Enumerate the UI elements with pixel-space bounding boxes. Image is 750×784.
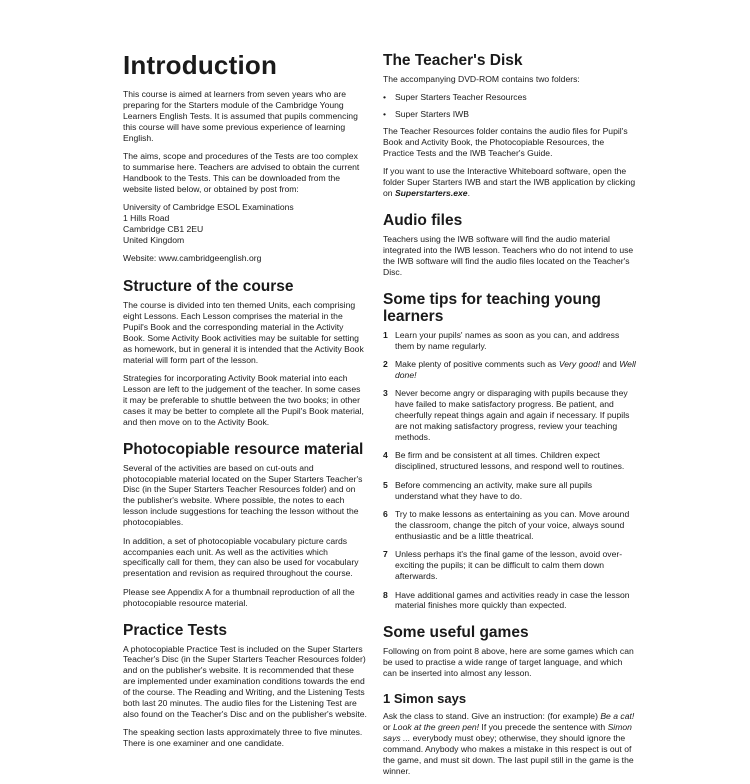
bullet-icon: • (383, 92, 387, 103)
left-column (123, 50, 367, 757)
item-italic: Very good! (558, 359, 601, 370)
games-paragraph: Following on from point 8 above, here are some games which can be used to practise a wide range of target language, and which can be inserted into almost any lesson. (383, 646, 634, 679)
item-number: 6 (383, 509, 388, 520)
item-number: 3 (383, 388, 388, 399)
item-number: 1 (383, 329, 388, 340)
bullet-icon: • (383, 109, 387, 120)
section-heading-photocopiable: Photocopiable resource material (123, 440, 364, 458)
list-item (383, 549, 637, 582)
item-text: and (600, 359, 620, 370)
item-number: 7 (383, 549, 388, 560)
list-item (383, 480, 637, 502)
postal-address (123, 202, 367, 246)
item-text: Never become angry or disparaging with pupils because they have failed to make satisfactory progress. Be patient, and cheerfully repeat things again and again if necessary. If pupils are not making satisfactory progress, review your teaching methods. (395, 388, 630, 443)
list-item (383, 109, 637, 120)
item-number: 8 (383, 589, 388, 600)
item-text: Unless perhaps it's the final game of the lesson, avoid over-exciting the pupils; it can be difficult to calm them down afterwards. (395, 549, 623, 582)
item-number: 4 (383, 450, 388, 461)
item-number: 2 (383, 359, 388, 370)
item-italic: Well done! (395, 359, 636, 380)
folder-list (383, 92, 637, 120)
text: If you precede the sentence with (479, 721, 608, 732)
simon-says-paragraph (383, 711, 637, 776)
italic-text: Look at the green pen! (393, 721, 480, 732)
structure-paragraph: The course is divided into ten themed Units, each comprising eight Lessons. Each Lesson comprises the material in the Pupil's Book and the corresponding material in the Activity Book. Some Activity Book activities may be suitable for setting as homework, but in general it is intended that the Activity Book material will form part of the lesson. (123, 300, 364, 365)
italic-text: Be a cat! (600, 711, 635, 722)
list-item (383, 388, 637, 443)
right-column (383, 50, 637, 784)
item-text: Make plenty of positive comments such as (395, 359, 559, 370)
text: . (467, 188, 470, 199)
practice-paragraph: The speaking section lasts approximately three to five minutes. There is one examiner and one candidate. (123, 727, 363, 749)
text: or (383, 721, 394, 732)
page-title: Introduction (123, 50, 278, 80)
photocopiable-paragraph: In addition, a set of photocopiable vocabulary picture cards accompanies each unit. As well as the activities which specifically call for them, they can also be used for vocabulary presentation and revision as required throughout the course. (123, 535, 359, 579)
address-line: 1 Hills Road (123, 213, 170, 224)
item-text: Try to make lessons as entertaining as you can. Move around the classroom, change the pitch of your voice, always sound enthusiastic and be a little theatrical. (395, 509, 630, 541)
folder-name: Super Starters Teacher Resources (395, 92, 527, 103)
list-item (383, 92, 637, 103)
item-text: Be firm and be consistent at all times. Children expect disciplined, structured lessons, and respond well to routines. (395, 450, 625, 472)
item-text: Learn your pupils' names as soon as you can, and address them by name regularly. (395, 329, 620, 351)
italic-text: Simon says ... (383, 721, 632, 743)
photocopiable-paragraph: Several of the activities are based on cut-outs and photocopiable material located on the Super Starters Teacher's Disc (in the Super Starters Teacher Resources folder) and on the publisher's website. Where possible, the notes to each lesson include suggestions for teaching the lesson without the photocopiables. (123, 462, 363, 528)
section-heading-teachers-disk: The Teacher's Disk (383, 52, 523, 69)
item-text: Before commencing an activity, make sure all pupils understand what they have to do. (395, 479, 593, 501)
section-heading-audio-files: Audio files (383, 212, 463, 230)
list-item (383, 330, 637, 352)
section-heading-games: Some useful games (383, 624, 529, 642)
website-text: Website: www.cambridgeenglish.org (123, 253, 262, 264)
text: If you want to use the Interactive Whiteboard software, open the folder Super Starters IWB and start the IWB application by clicking on (383, 166, 636, 199)
text: everybody must obey; otherwise, they should ignore the command. Anybody who makes a mistake in this respect is out of the game, and must sit down. The last pupil still in the game is the winner. (383, 732, 634, 776)
game-heading-simon-says: 1 Simon says (383, 691, 467, 707)
structure-paragraph: Strategies for incorporating Activity Book material into each Lesson are left to the judgement of the teacher. In some cases it may be preferable to shuttle between the two books; in other cases it may be better to complete all the Pupil's Book material, and then move on to the Activity Book. (123, 373, 364, 427)
disk-paragraph: The Teacher Resources folder contains the audio files for Pupil's Book and Activity Book, the Photocopiable Resources, the Practice Tests and the IWB Teacher's Guide. (383, 126, 628, 159)
practice-paragraph: A photocopiable Practice Test is included on the Super Starters Teacher's Disc (in the Super Starters Teacher Resources folder) and on the publisher's website. It is recommended that these are implemented under examination conditions towards the end of the course. The Reading and Writing, and the Listening Tests both last 20 minutes. The audio files for the Listening Test are also found on the Teacher's Disc and on the publisher's website. (123, 643, 367, 719)
list-item (383, 450, 637, 472)
disk-paragraph (383, 166, 637, 199)
disk-intro: The accompanying DVD-ROM contains two folders: (383, 74, 580, 84)
text: Ask the class to stand. Give an instruction: (for example) (383, 711, 601, 722)
folder-name: Super Starters IWB (395, 109, 470, 120)
address-line: United Kingdom (123, 234, 185, 245)
item-number: 5 (383, 479, 388, 490)
section-heading-practice-tests: Practice Tests (123, 621, 227, 639)
section-heading-tips: Some tips for teaching young learners (383, 290, 601, 325)
item-text: Have additional games and activities ready in case the lesson material finishes more quickly than expected. (395, 589, 630, 611)
photocopiable-paragraph: Please see Appendix A for a thumbnail reproduction of all the photocopiable resource material. (123, 586, 355, 608)
filename: Superstarters.exe (394, 188, 468, 199)
list-item (383, 359, 637, 381)
section-heading-structure: Structure of the course (123, 278, 294, 296)
tips-list (383, 330, 637, 612)
audio-paragraph: Teachers using the IWB software will find the audio material integrated into the IWB lesson. Teachers who do not intend to use the IWB software will find the audio files located on the Teacher's Disc. (383, 234, 634, 277)
address-line: University of Cambridge ESOL Examinations (123, 202, 294, 213)
intro-paragraph: This course is aimed at learners from seven years who are preparing for the Starters module of the Cambridge Young Learners English Tests. It is assumed that pupils commencing this course will have some previous experience of learning English. (123, 89, 358, 143)
address-line: Cambridge CB1 2EU (123, 223, 204, 234)
list-item (383, 509, 637, 542)
list-item (383, 590, 637, 612)
intro-paragraph: The aims, scope and procedures of the Tests are too complex to summarise here. Teachers are advised to obtain the current Handbook to the Tests. This can be downloaded from the website listed below, or obtained by post from: (123, 151, 360, 194)
